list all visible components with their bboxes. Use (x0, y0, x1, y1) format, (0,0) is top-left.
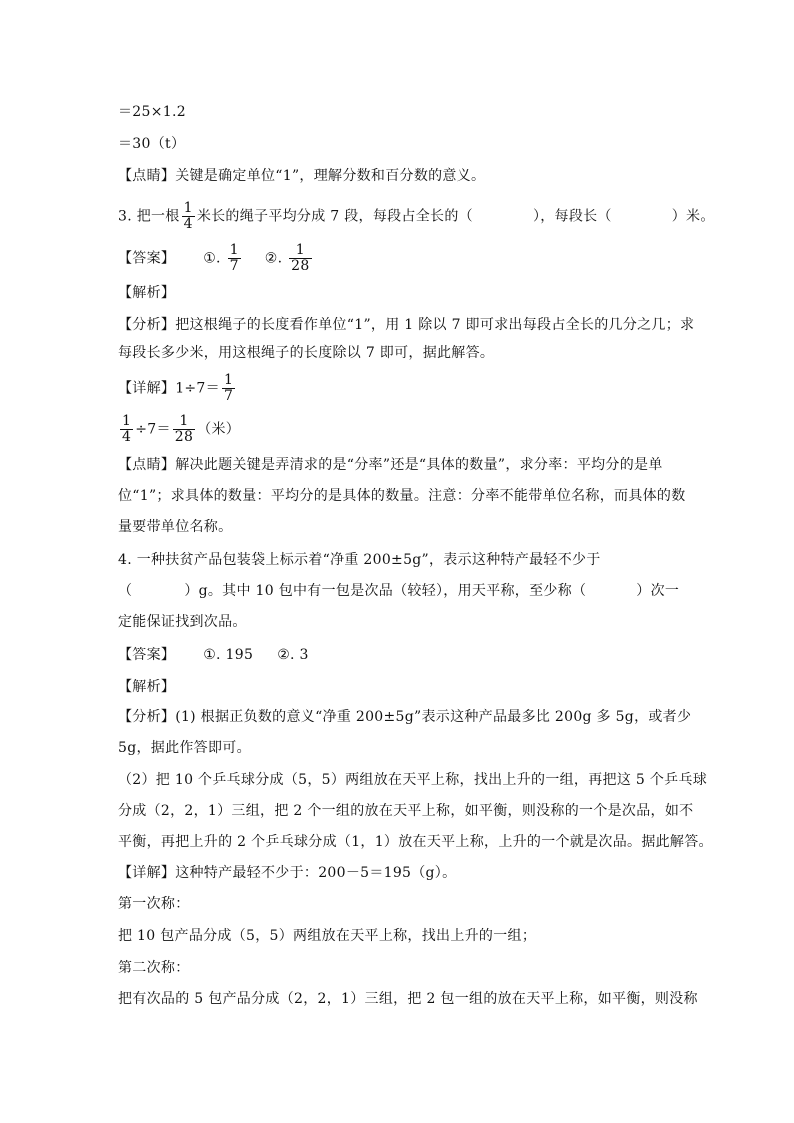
detail-text: 【详解】1÷7＝ (118, 380, 220, 397)
text-line: 【分析】(1) 根据正负数的意义“净重 200±5g”表示这种产品最多比 200g 多 5g，或者少 (118, 709, 692, 725)
q4-text-c: ）次一 (636, 583, 680, 599)
text-line: 【分析】把这根绳子的长度看作单位“1”，用 1 除以 7 即可求出每段占全长的几分之几；求 (118, 317, 695, 333)
fraction-1-7 (222, 373, 235, 404)
answer-label: 【答案】 (118, 250, 176, 267)
fraction-numerator: 1 (223, 372, 234, 388)
question-4: 4. 一种扶贫产品包装袋上标示着“净重 200±5g”，表示这种特产最轻不少于 (118, 552, 601, 568)
q3-text-a: 3. 把一根 (118, 208, 180, 225)
text-line: 5g，据此作答即可。 (118, 740, 251, 756)
answer-marker-1: ①. (203, 250, 221, 267)
question-3 (118, 200, 715, 232)
answer-value-1: ①. 195 (203, 647, 254, 663)
detail-operator: ÷7＝ (135, 421, 171, 438)
fraction-denominator: 4 (183, 216, 193, 232)
text-line: （2）把 10 个乒乓球分成（5，5）两组放在天平上称，找出上升的一组，再把这 5 个乒乓球 (118, 772, 708, 788)
fraction-1-28 (289, 243, 311, 274)
answer-4 (118, 645, 678, 665)
q3-text-d: ）米。 (671, 208, 715, 225)
text-line: ＝30（t） (118, 136, 186, 152)
fraction-denominator: 7 (223, 388, 234, 404)
text-line: 定能保证找到次品。 (118, 614, 247, 630)
fraction-denominator: 4 (122, 429, 132, 445)
fraction-denominator: 28 (291, 258, 310, 274)
text-line: 量要带单位名称。 (118, 519, 233, 535)
text-line: 【点睛】解决此题关键是弄清求的是“分率”还是“具体的数量”，求分率：平均分的是单 (118, 457, 663, 473)
q3-text-b: 米长的绳子平均分成 7 段，每段占全长的（ (196, 208, 473, 225)
fraction-1-28 (173, 414, 195, 445)
text-line: 位“1”；求具体的数量：平均分的是具体的数量。注意：分率不能带单位名称，而具体的数 (118, 488, 686, 504)
answer-value-2: ②. 3 (277, 647, 309, 663)
fraction-1-7 (228, 243, 241, 274)
answer-label: 【答案】 (118, 647, 176, 663)
text-line: 分成（2，2，1）三组，把 2 个一组的放在天平上称，如平衡，则没称的一个是次品，如不 (118, 803, 694, 819)
fraction-numerator: 1 (183, 200, 193, 216)
text-line: 把 10 包产品分成（5，5）两组放在天平上称，找出上升的一组； (118, 928, 537, 944)
text-line: 平衡，再把上升的 2 个乒乓球分成（1，1）放在天平上称，上升的一个就是次品。据此解答。 (118, 834, 713, 850)
text-line: 【详解】这种特产最轻不少于：200－5＝195（g）。 (118, 865, 457, 881)
text-line: 第一次称： (118, 896, 190, 912)
fraction-numerator: 1 (179, 413, 189, 429)
question-4-continued (118, 581, 678, 601)
fraction-denominator: 28 (174, 429, 194, 445)
text-line: 第二次称： (118, 960, 190, 976)
answer-marker-2: ②. (264, 250, 283, 267)
fraction-1-4 (182, 201, 195, 232)
detail-line-2 (118, 414, 678, 445)
text-line: 【点睛】关键是确定单位“1”，理解分数和百分数的意义。 (118, 168, 486, 184)
answer-3 (118, 243, 678, 274)
q3-text-c: ），每段长（ (532, 208, 612, 225)
text-line: 【解析】 (118, 679, 176, 695)
text-line: 把有次品的 5 包产品分成（2，2，1）三组，把 2 包一组的放在天平上称，如平衡，则没称 (118, 991, 698, 1007)
unit-label: （米） (197, 421, 241, 438)
fraction-1-4 (120, 414, 133, 445)
fraction-denominator: 7 (229, 258, 239, 274)
fraction-numerator: 1 (122, 413, 132, 429)
detail-line-1 (118, 373, 678, 404)
text-line: ＝25×1.2 (118, 104, 186, 120)
fraction-numerator: 1 (295, 242, 305, 258)
fraction-numerator: 1 (229, 242, 239, 258)
text-line: 每段长多少米，用这根绳子的长度除以 7 即可，据此解答。 (118, 345, 495, 361)
q4-text-b: ）g。其中 10 包中有一包是次品（较轻），用天平称，至少称（ (184, 583, 587, 599)
text-line: 【解析】 (118, 285, 176, 301)
q4-text-a: （ (118, 583, 133, 599)
